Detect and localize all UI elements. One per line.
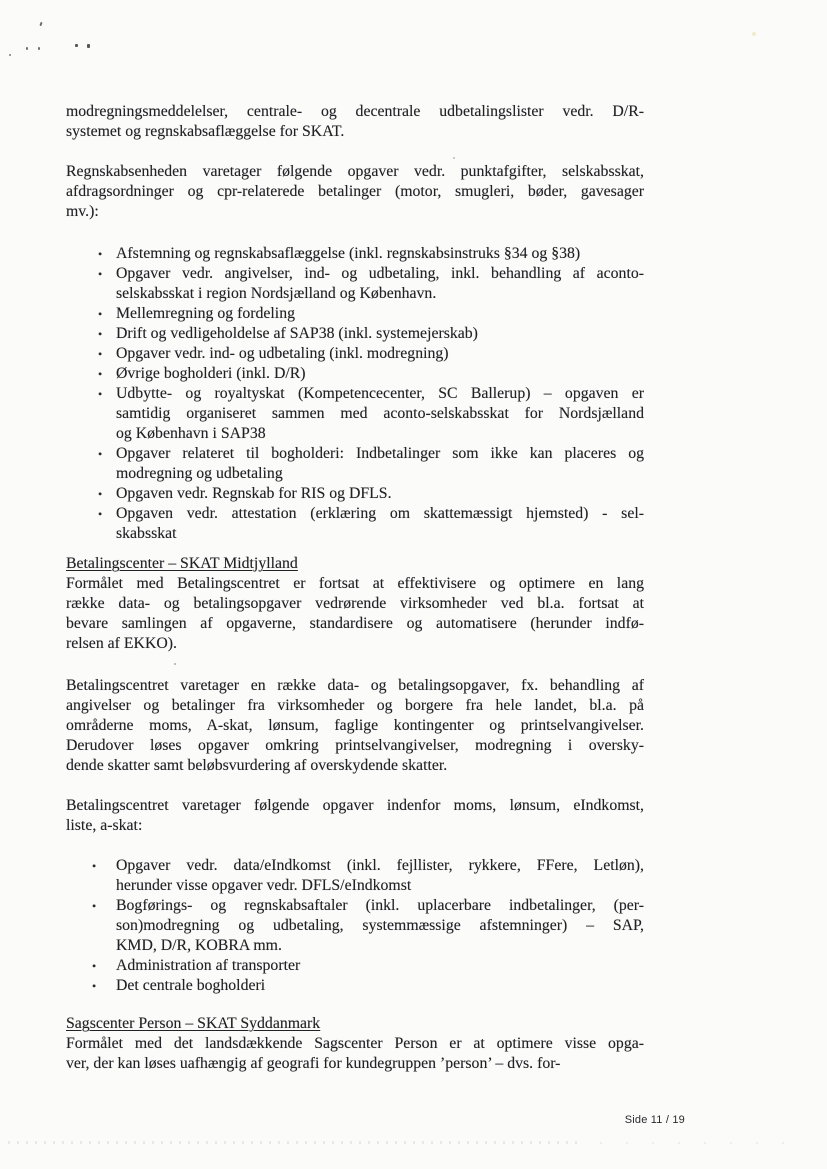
paragraph-betalingscenter-omraader <box>66 796 644 836</box>
text-line: relsen af EKKO). <box>66 635 177 652</box>
text-line: modregningsmeddelelser, centrale- og decentrale udbetalingslister vedr. D/R- <box>66 103 644 120</box>
text-line: Det centrale bogholderi <box>116 977 266 994</box>
task-list-betalingscenter <box>66 856 644 996</box>
text-line: områderne moms, A-skat, lønsum, faglige kontingenter og printselvangivelser. <box>66 717 644 734</box>
scan-speckle <box>453 157 455 159</box>
list-item <box>66 484 644 504</box>
bullet-icon: • <box>98 507 103 521</box>
list-item <box>66 384 644 444</box>
paragraph-intro <box>66 102 644 142</box>
bullet-icon: • <box>98 247 103 261</box>
text-line: Opgaver vedr. ind- og udbetaling (inkl. modregning) <box>116 345 449 362</box>
text-line: Formålet med det landsdækkende Sagscenter Person er at optimere visse opga- <box>66 1035 644 1052</box>
section-heading-sagscenter: Sagscenter Person – SKAT Syddanmark <box>66 1015 321 1032</box>
list-item <box>66 444 644 484</box>
bullet-icon: • <box>92 979 97 993</box>
scan-speckle <box>38 47 40 50</box>
bullet-icon: • <box>98 327 103 341</box>
text-line: KMD, D/R, KOBRA mm. <box>116 937 282 954</box>
text-line: bevare samlingen af opgaverne, standardisere og automatisere (herunder indfø- <box>66 615 644 632</box>
bullet-icon: • <box>98 347 103 361</box>
paragraph-regnskabsenheden <box>66 162 644 222</box>
text-line: Betalingscentret varetager følgende opgaver indenfor moms, lønsum, eIndkomst, <box>66 797 644 814</box>
text-line: Mellemregning og fordeling <box>116 305 295 322</box>
bullet-icon: • <box>92 959 97 973</box>
text-line: samtidig organiseret sammen med aconto-selskabsskat for Nordsjælland <box>116 405 644 422</box>
scan-speckle <box>87 44 90 48</box>
text-line: Øvrige bogholderi (inkl. D/R) <box>116 365 306 382</box>
list-item <box>66 324 644 344</box>
bullet-icon: • <box>98 367 103 381</box>
text-line: Opgaven vedr. Regnskab for RIS og DFLS. <box>116 485 392 502</box>
scan-speckle <box>75 44 78 47</box>
scan-speckle <box>174 663 176 665</box>
list-item <box>66 896 644 956</box>
text-line: modregning og udbetaling <box>116 465 283 482</box>
text-line: Betalingscentret varetager en række data- og betalingsopgaver, fx. behandling af <box>66 677 644 694</box>
text-line: Afstemning og regnskabsaflæggelse (inkl. regnskabsinstruks §34 og §38) <box>116 245 581 262</box>
paragraph-betalingscenter-formaal <box>66 574 644 654</box>
list-item <box>66 976 644 996</box>
scan-speckle <box>752 32 756 36</box>
text-line: dende skatter samt beløbsvurdering af overskydende skatter. <box>66 757 448 774</box>
bullet-icon: • <box>98 487 103 501</box>
bullet-icon: • <box>98 307 103 321</box>
text-line: Formålet med Betalingscentret er fortsat at effektivisere og optimere en lang <box>66 575 644 592</box>
bullet-icon: • <box>98 387 103 401</box>
paragraph-betalingscenter-opgaver <box>66 676 644 776</box>
bullet-icon: • <box>98 447 103 461</box>
list-item <box>66 956 644 976</box>
text-line: afdragsordninger og cpr-relaterede betalinger (motor, smugleri, bøder, gavesager <box>66 183 644 200</box>
task-list-regnskabsenheden <box>66 244 644 544</box>
list-item <box>66 304 644 324</box>
bullet-icon: • <box>92 859 97 873</box>
list-item <box>66 504 644 544</box>
text-line: Administration af transporter <box>116 957 301 974</box>
list-item <box>66 856 644 896</box>
text-line: skabsskat <box>116 525 177 542</box>
bullet-icon: • <box>98 267 103 281</box>
text-line: række data- og betalingsopgaver vedrørende virksomheder ved bl.a. fortsat at <box>66 595 644 612</box>
scan-speckle <box>9 54 11 56</box>
text-line: Opgaver vedr. data/eIndkomst (inkl. fejllister, rykkere, FFere, Letløn), <box>116 857 644 874</box>
scan-artifact <box>8 1141 583 1144</box>
text-line: son)modregning og udbetaling, systemmæssige afstemninger) – SAP, <box>116 917 644 934</box>
text-line: Opgaver relateret til bogholderi: Indbetalinger som ikke kan placeres og <box>116 445 644 462</box>
list-item <box>66 344 644 364</box>
text-line: Udbytte- og royaltyskat (Kompetencecenter, SC Ballerup) – opgaven er <box>116 385 644 402</box>
page-number: Side 11 / 19 <box>624 1114 685 1126</box>
paragraph-sagscenter-formaal <box>66 1034 644 1074</box>
scan-speckle <box>26 47 28 50</box>
list-item <box>66 244 644 264</box>
text-line: Bogførings- og regnskabsaftaler (inkl. uplacerbare indbetalinger, (per- <box>116 897 644 914</box>
text-line: systemet og regnskabsaflæggelse for SKAT. <box>66 123 345 140</box>
text-line: mv.): <box>66 203 99 220</box>
text-line: Drift og vedligeholdelse af SAP38 (inkl. systemejerskab) <box>116 325 478 342</box>
text-line: Opgaven vedr. attestation (erklæring om skattemæssigt hjemsted) - sel- <box>116 505 644 522</box>
text-line: liste, a-skat: <box>66 817 143 834</box>
text-line: selskabsskat i region Nordsjælland og København. <box>116 285 437 302</box>
list-item <box>66 364 644 384</box>
text-line: herunder visse opgaver vedr. DFLS/eIndkomst <box>116 877 412 894</box>
text-line: og København i SAP38 <box>116 425 266 442</box>
text-line: angivelser og betalinger fra virksomheder og borgere fra hele landet, bl.a. på <box>66 697 644 714</box>
text-line: Regnskabsenheden varetager følgende opgaver vedr. punktafgifter, selskabsskat, <box>66 163 644 180</box>
scan-artifact <box>600 1142 800 1144</box>
text-line: Opgaver vedr. angivelser, ind- og udbetaling, inkl. behandling af aconto- <box>116 265 644 282</box>
bullet-icon: • <box>92 899 97 913</box>
text-line: Derudover løses opgaver omkring printselvangivelser, modregning i oversky- <box>66 737 644 754</box>
list-item <box>66 264 644 304</box>
text-line: ver, der kan løses uafhængig af geografi for kundegruppen ’person’ – dvs. for- <box>66 1055 561 1072</box>
section-heading-betalingscenter: Betalingscenter – SKAT Midtjylland <box>66 555 298 572</box>
